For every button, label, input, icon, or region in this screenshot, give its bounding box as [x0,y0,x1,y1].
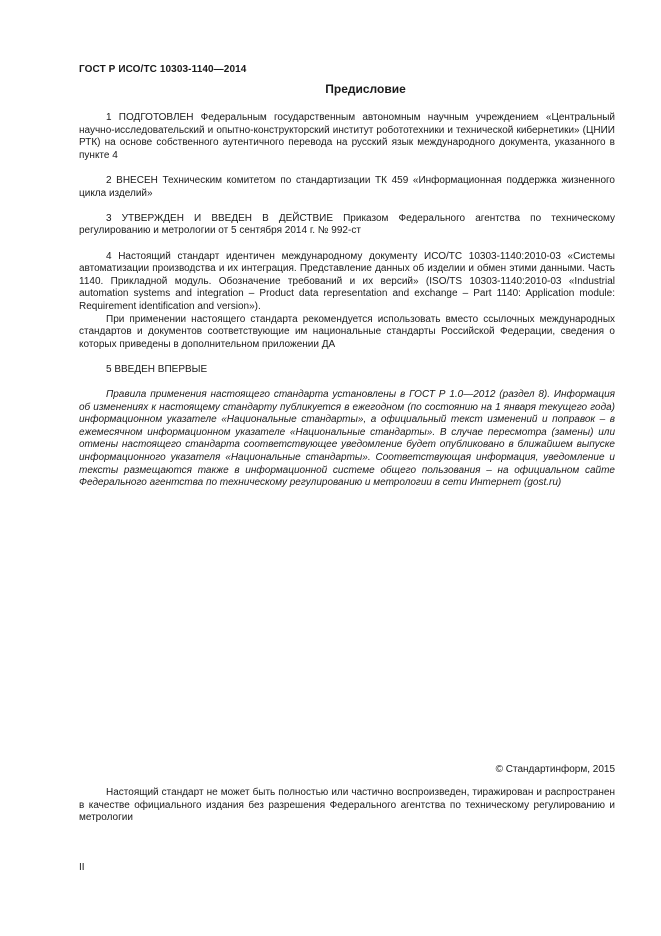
paragraph-application: При применении настоящего стандарта рекомендуется использовать вместо ссылочных международных стандартов и документов соответствующие им национальные стандарты Российской Федерации, сведения о которых приведены в дополнительном приложении ДА [79,313,615,350]
copyright-notice: © Стандартинформ, 2015 [495,764,615,775]
paragraph-introduced: 2 ВНЕСЕН Техническим комитетом по стандартизации ТК 459 «Информационная поддержка жизненного цикла изделий» [79,174,615,199]
page-title: Предисловие [325,82,406,96]
page-number: II [79,862,85,873]
paragraph-approved: 3 УТВЕРЖДЕН И ВВЕДЕН В ДЕЙСТВИЕ Приказом Федерального агентства по техническому регулированию и метрологии от 5 сентября 2014 г. № 992-ст [79,212,615,237]
paragraph-rules: Правила применения настоящего стандарта установлены в ГОСТ Р 1.0—2012 (раздел 8). Информация об изменениях к настоящему стандарту публикуется в ежегодном (по состоянию на 1 января текущего года) информационном указателе «Национальные стандарты», а официальный текст изменений и поправок – в ежемесячном информационном указателе «Национальные стандарты». В случае пересмотра (замены) или отмены настоящего стандарта соответствующее уведомление будет опубликовано в ближайшем выпуске информационного указателя «Национальные стандарты». Соответствующая информация, уведомление и тексты размещаются также в информационной системе общего пользования – на официальном сайте Федерального агентства по техническому регулированию и метрологии в сети Интернет (gost.ru) [79,389,615,489]
reproduction-notice: Настоящий стандарт не может быть полностью или частично воспроизведен, тиражирован и распространен в качестве официального издания без разрешения Федерального агентства по техническому регулированию и метрологии [79,787,615,824]
document-code: ГОСТ Р ИСО/ТС 10303-1140—2014 [79,64,247,75]
paragraph-prepared: 1 ПОДГОТОВЛЕН Федеральным государственным автономным научным учреждением «Центральный научно-исследовательский и опытно-конструкторский институт робототехники и технической кибернетики» (ЦНИИ РТК) на основе собственного аутентичного перевода на русский язык международного документа, указанного в пункте 4 [79,112,615,161]
foreword-body [79,112,615,490]
paragraph-first-introduced: 5 ВВЕДЕН ВПЕРВЫЕ [106,363,208,375]
paragraph-identical: 4 Настоящий стандарт идентичен международному документу ИСО/ТС 10303-1140:2010-03 «Системы автоматизации производства и их интеграция. Представление данных об изделии и обмен этими данными. Часть 1140. Прикладной модуль. Обозначение требований и их версий» (ISO/TS 10303-1140:2010-03 «Industrial automation systems and integration – Product data representation and exchange – Part 1140: Application module: Requirement identification and version»). [79,250,615,312]
